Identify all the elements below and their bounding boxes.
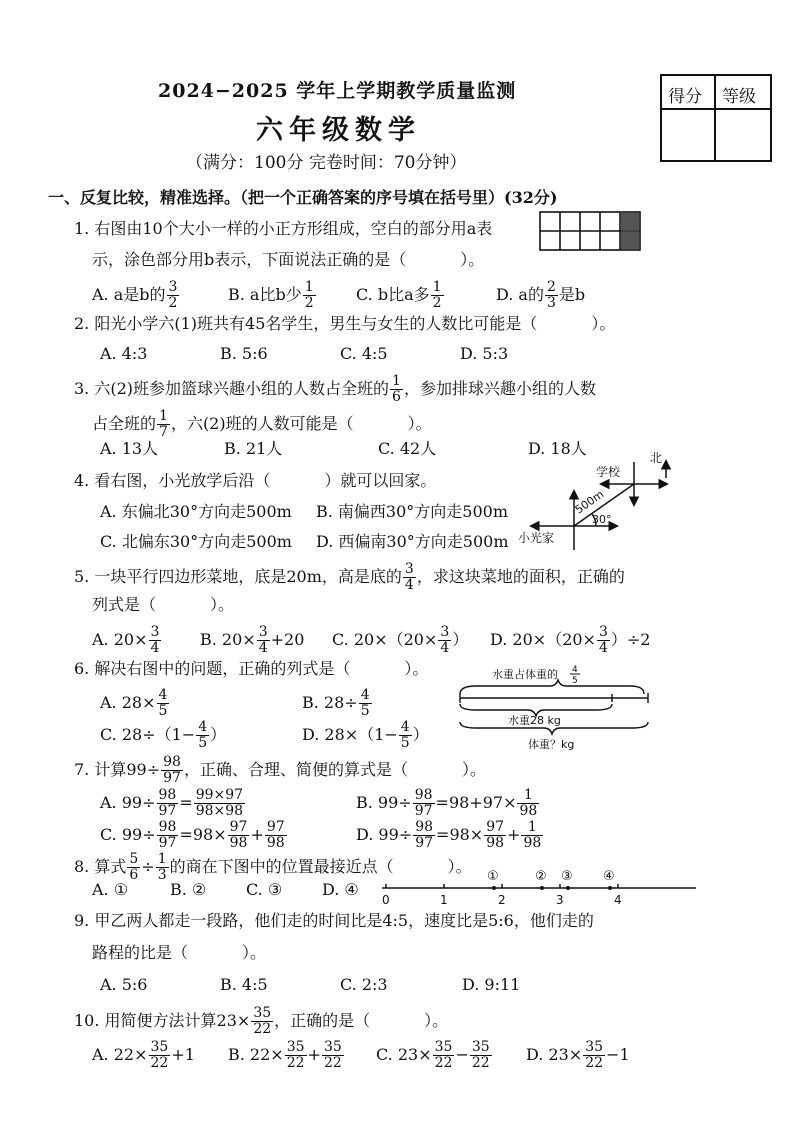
q6-option-a[interactable]: A. 28× $\frac{4}{5}$	[100, 687, 168, 719]
q2-text: 2. 阳光小学六(1)班共有45名学生，男生与女生的人数比可能是（ ）。	[74, 314, 616, 333]
q7-option-c[interactable]: C. 99÷ $\frac{98}{97}$ =98× $\frac{97}{98}$ + $\frac{97}{98}$	[100, 819, 285, 851]
map-north-label: 北	[650, 451, 663, 465]
map-school-label: 学校	[596, 465, 621, 479]
q9-line1: 9. 甲乙两人都走一段路，他们走的时间比是4:5，速度比是5:6，他们走的	[74, 911, 594, 930]
svg-text:1: 1	[440, 893, 448, 907]
q4-text: 4. 看右图，小光放学后沿（ ）就可以回家。	[74, 471, 437, 490]
q3-option-a[interactable]: A. 13人	[100, 439, 159, 458]
q7-text: 7. 计算99÷ $\frac{98}{97}$ ，正确、合理、简便的算式是（ ）。	[74, 754, 486, 786]
score-label: 得分	[668, 87, 702, 107]
point-1-label: ①	[487, 869, 499, 884]
q1-option-c[interactable]: C. b比a多 $\frac{1}{2}$	[356, 279, 442, 311]
q10-option-d[interactable]: D. 23× $\frac{35}{22}$ −1	[526, 1039, 630, 1071]
q9-option-b[interactable]: B. 4:5	[220, 975, 268, 994]
q5-option-a[interactable]: A. 20× $\frac{3}{4}$	[92, 624, 160, 656]
q5-line1: 5. 一块平行四边形菜地，底是20m，高是底的 $\frac{3}{4}$ ，求这块菜地的面积，正确的	[74, 561, 625, 593]
q10-option-a[interactable]: A. 22× $\frac{35}{22}$ +1	[92, 1039, 195, 1071]
map-home-label: 小光家	[518, 531, 555, 545]
grade-label: 等级	[722, 87, 756, 107]
q2-option-c[interactable]: C. 4:5	[340, 344, 388, 363]
section-heading: 一、反复比较，精准选择。（把一个正确答案的序号填在括号里）(32分)	[48, 188, 558, 207]
point-3-label: ③	[561, 869, 573, 884]
exam-info: （满分：100分 完卷时间：70分钟）	[186, 153, 467, 173]
svg-text:4: 4	[614, 893, 622, 907]
q10-text: 10. 用简便方法计算23× $\frac{35}{22}$ ，正确的是（ ）。	[74, 1005, 449, 1037]
q4-option-c[interactable]: C. 北偏东30°方向走500m	[100, 532, 292, 551]
svg-text:3: 3	[556, 893, 564, 907]
svg-text:0: 0	[382, 893, 390, 907]
map-angle-label: 30°	[592, 513, 612, 526]
q1-grid-figure	[538, 210, 644, 254]
q8-option-d[interactable]: D. ④	[322, 880, 359, 899]
q1-option-b[interactable]: B. a比b少 $\frac{1}{2}$	[228, 279, 314, 311]
q8-option-a[interactable]: A. ①	[92, 880, 129, 899]
svg-text:5: 5	[572, 676, 578, 686]
q8-number-line	[374, 862, 700, 908]
q6-option-d[interactable]: D. 28×（1− $\frac{4}{5}$ ）	[302, 719, 429, 751]
q8-option-b[interactable]: B. ②	[170, 880, 207, 899]
q8-option-c[interactable]: C. ③	[246, 880, 283, 899]
q4-option-b[interactable]: B. 南偏西30°方向走500m	[316, 502, 509, 521]
score-input[interactable]	[664, 112, 712, 158]
q5-line2: 列式是（ ）。	[92, 595, 235, 614]
q3-line2: 占全班的 $\frac{1}{7}$ ，六(2)班的人数可能是（ ）。	[92, 408, 432, 440]
map-distance-label: 500m	[572, 487, 607, 517]
q6-text: 6. 解决右图中的问题，正确的列式是（ ）。	[74, 659, 429, 678]
q2-option-a[interactable]: A. 4:3	[100, 344, 148, 363]
q8-text: 8. 算式 $\frac{5}{6}$ ÷ $\frac{1}{3}$ 的商在下图中的位置最接近点（ ）。	[74, 851, 472, 883]
q3-option-c[interactable]: C. 42人	[378, 439, 437, 458]
q3-option-d[interactable]: D. 18人	[528, 439, 587, 458]
q6-option-c[interactable]: C. 28÷（1− $\frac{4}{5}$ ）	[100, 719, 227, 751]
grade-input[interactable]	[718, 112, 768, 158]
q9-option-c[interactable]: C. 2:3	[340, 975, 388, 994]
q1-line1: 1. 右图由10个大小一样的小正方形组成，空白的部分用a表	[74, 219, 493, 238]
q9-option-a[interactable]: A. 5:6	[100, 975, 148, 994]
q7-option-b[interactable]: B. 99÷ $\frac{98}{97}$ =98+97× $\frac{1}{98}$	[356, 787, 538, 819]
q3-line1: 3. 六(2)班参加篮球兴趣小组的人数占全班的 $\frac{1}{6}$ ，参加排球兴趣小组的人数	[74, 373, 596, 405]
q2-option-b[interactable]: B. 5:6	[220, 344, 268, 363]
q4-direction-map	[516, 448, 676, 552]
q1-option-d[interactable]: D. a的 $\frac{2}{3}$ 是b	[496, 279, 586, 311]
diagram-water-weight-label: 水重28 kg	[508, 714, 561, 727]
q5-option-c[interactable]: C. 20×（20× $\frac{3}{4}$ ）	[332, 624, 469, 656]
q6-segment-diagram	[456, 660, 652, 752]
point-2-label: ②	[535, 869, 547, 884]
score-box	[660, 74, 772, 162]
q5-option-b[interactable]: B. 20× $\frac{3}{4}$ +20	[200, 624, 305, 656]
q10-option-c[interactable]: C. 23× $\frac{35}{22}$ − $\frac{35}{22}$	[376, 1039, 490, 1071]
q3-option-b[interactable]: B. 21人	[224, 439, 283, 458]
svg-text:2: 2	[498, 893, 506, 907]
page-title: 六年级数学	[256, 115, 421, 146]
q9-option-d[interactable]: D. 9:11	[462, 975, 521, 994]
q7-option-a[interactable]: A. 99÷ $\frac{98}{97}$ = $\frac{99\times 97}{98\times 98}$	[100, 787, 244, 819]
q10-option-b[interactable]: B. 22× $\frac{35}{22}$ + $\frac{35}{22}$	[228, 1039, 342, 1071]
q6-option-b[interactable]: B. 28÷ $\frac{4}{5}$	[302, 687, 370, 719]
q1-line2: 示，涂色部分用b表示，下面说法正确的是（ ）。	[92, 250, 485, 269]
q9-line2: 路程的比是（ ）。	[92, 943, 267, 962]
exam-period: 2024−2025 学年上学期教学质量监测	[158, 80, 517, 102]
q7-option-d[interactable]: D. 99÷ $\frac{98}{97}$ =98× $\frac{97}{98}$ + $\frac{1}{98}$	[356, 819, 542, 851]
point-4-label: ④	[603, 869, 615, 884]
q1-option-a[interactable]: A. a是b的 $\frac{3}{2}$	[92, 279, 178, 311]
q2-option-d[interactable]: D. 5:3	[460, 344, 509, 363]
diagram-body-weight-label: 体重？kg	[528, 738, 575, 751]
svg-text:4: 4	[572, 665, 578, 675]
q4-option-a[interactable]: A. 东偏北30°方向走500m	[100, 502, 292, 521]
q5-option-d[interactable]: D. 20×（20× $\frac{3}{4}$ ）÷2	[490, 624, 651, 656]
diagram-water-ratio-label: 水重占体重的	[492, 668, 558, 681]
q4-option-d[interactable]: D. 西偏南30°方向走500m	[316, 532, 509, 551]
